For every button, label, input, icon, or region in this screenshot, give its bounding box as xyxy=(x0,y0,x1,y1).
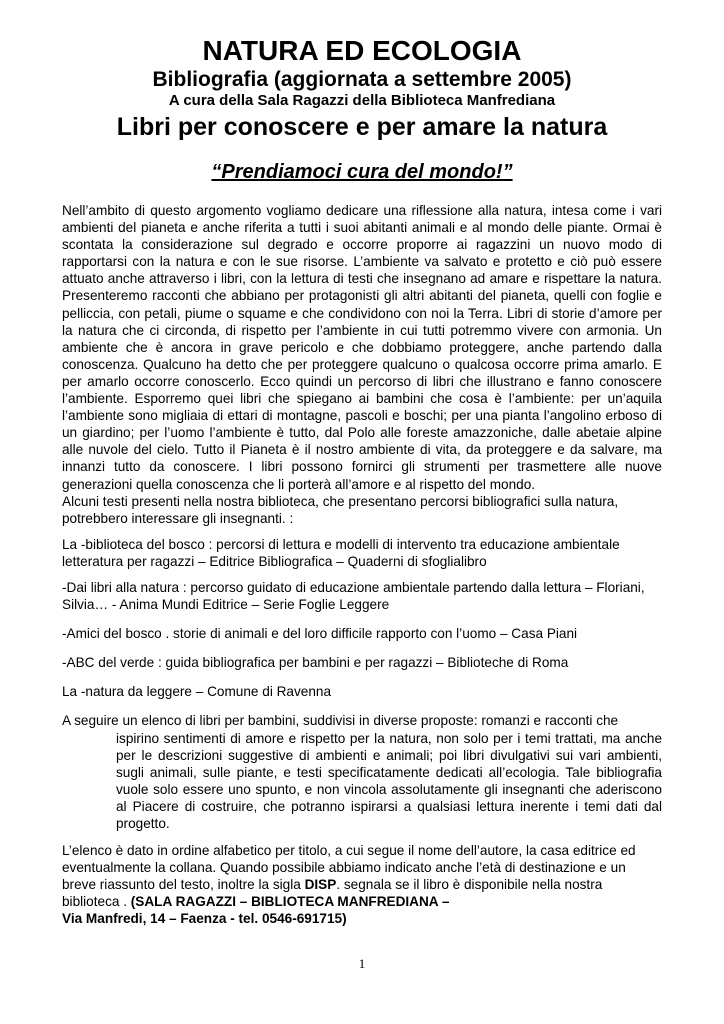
list-intro-rest: ispirino sentimenti di amore e rispetto per la natura, non solo per i temi trattati, ma anche per le descrizioni suggestive di ambienti e animali; poi libri divulgativi sui vari ambienti, sugli animali, sulle piante, e testi specificatamente dedicati all’ecologia. Tale bibliografia vuole solo essere uno spunto, e non vincola assolutamente gli insegnanti che aderiscono al Piacere di costruire, che potranno ispirarsi a qualsiasi lettura inerente i temi dati dal progetto. xyxy=(116,730,662,831)
page-number: 1 xyxy=(358,956,366,971)
disp-label: DISP xyxy=(304,877,337,893)
list-intro-first-line: A seguire un elenco di libri per bambini, suddivisi in diverse proposte: romanzi e racconti che xyxy=(62,713,619,729)
contact-line-1: (SALA RAGAZZI – BIBLIOTECA MANFREDIANA – xyxy=(130,894,450,910)
footer-text: L’elenco è dato in ordine alfabetico per titolo, a cui segue il nome dell’autore, la casa editrice ed eventualmente la collana. Quando possibile abbiamo indicato anche l’età di destinazione e un breve riassunto del testo, inoltre la sigla xyxy=(62,843,636,893)
section-heading: Libri per conoscere e per amare la natura xyxy=(116,113,608,141)
footer-text-after: . segnala se il libro è disponibile nella nostra biblioteca . xyxy=(62,877,603,910)
reference-item: La -biblioteca del bosco : percorsi di lettura e modelli di intervento tra educazione ambientale letteratura per ragazzi – Editrice Bibliografica – Quaderni di sfoglialibro xyxy=(62,536,620,569)
footer-paragraph xyxy=(62,842,662,927)
curator-line: A cura della Sala Ragazzi della Biblioteca Manfrediana xyxy=(168,92,556,109)
contact-line-2: Via Manfredi, 14 – Faenza - tel. 0546-691715) xyxy=(62,911,347,927)
reference-item: La -natura da leggere – Comune di Ravenna xyxy=(62,684,332,700)
reference-item: -ABC del verde : guida bibliografica per bambini e per ragazzi – Biblioteche di Roma xyxy=(62,655,569,671)
reference-item: -Amici del bosco . storie di animali e del loro difficile rapporto con l’uomo – Casa Piani xyxy=(62,626,578,642)
reference-item: -Dai libri alla natura : percorso guidato di educazione ambientale partendo dalla lettura – Floriani, Silvia… - Anima Mundi Editrice – Serie Foglie Leggere xyxy=(62,579,645,613)
intro-paragraph: Nell’ambito di questo argomento vogliamo dedicare una riflessione alla natura, intesa come i vari ambienti del pianeta e anche riferita a tutti i suoi abitanti animali e al mondo delle piante. Ormai è scontata la considerazione sul degrado e occorre proporre ai ragazzini un nuovo modo di rapportarsi con la natura e con le sue risorse. L’ambiente va salvato e protetto e ciò può essere attuato anche attraverso i libri, con la lettura di testi che insegnano ad amare e rispettare la natura. Presenteremo racconti che abbiano per protagonisti gli altri abitanti del pianeta, quelli con foglie e pelliccia, con petali, piume o squame e che condividono con noi la Terra. Libri di storie d’amore per la natura che ci circonda, di rispetto per l’ambiente in cui tutti potremmo vivere con armonia. Un ambiente che è ancora in grave pericolo e che dobbiamo proteggere, anche partendo dalla conoscenza. Qualcuno ha detto che per proteggere qualcuno o qualcosa occorre prima amarlo. E per amarlo occorre conoscerlo. Ecco quindi un percorso di libri che illustrano e fanno conoscere l’ambiente. Esporremo quei libri che spiegano ai bambini che cosa è l’ambiente: per un’aquila l’ambiente sono migliaia di ettari di montagne, pascoli e boschi; per una pianta l’angolino erboso di un giardino; per l’uomo l’ambiente è tutto, dal Polo alle foreste amazzoniche, dalle abetaie alpine alle nuvole del cielo. Tutto il Pianeta è il nostro ambiente di vita, da proteggere e da salvare, ma innanzi tutto da conoscere. I libri possono fornirci gli strumenti per trasmettere alle nuove generazioni quella conoscenza che li porterà all’amore e al rispetto del mondo. xyxy=(62,203,662,492)
list-intro-paragraph xyxy=(62,712,662,832)
document-title: NATURA ED ECOLOGIA xyxy=(202,35,522,66)
document-subtitle: Bibliografia (aggiornata a settembre 2005) xyxy=(152,68,572,91)
teachers-paragraph: Alcuni testi presenti nella nostra biblioteca, che presentano percorsi bibliografici sulla natura, potrebbero interessare gli insegnanti. : xyxy=(62,493,619,526)
document-page xyxy=(62,34,662,928)
motto: “Prendiamoci cura del mondo!” xyxy=(211,161,513,183)
